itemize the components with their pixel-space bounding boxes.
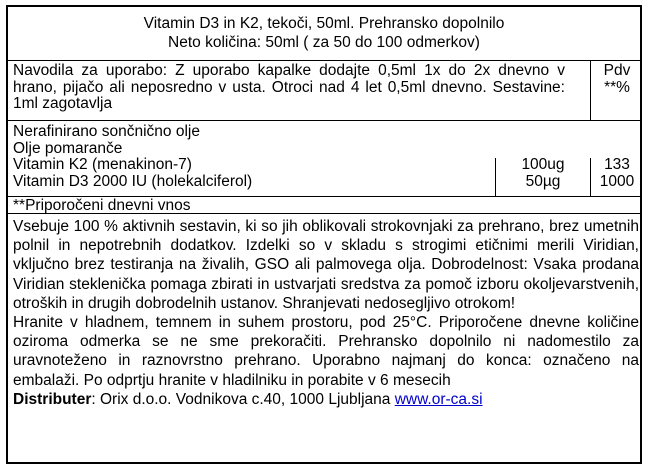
supplement-label xyxy=(6,5,642,464)
footnote: **Priporočeni dnevni vnos xyxy=(13,197,191,214)
ingredient-pdv: 133 xyxy=(604,156,630,173)
ingredient-name: Vitamin D3 2000 IU (holekalciferol) xyxy=(13,172,253,190)
ingredient-pdv xyxy=(593,124,641,141)
ingredient-amounts xyxy=(498,124,588,190)
column-divider xyxy=(495,158,496,196)
column-divider xyxy=(590,158,591,196)
ingredient-pdv xyxy=(593,141,641,158)
ingredient-amount: 50µg xyxy=(525,172,561,190)
ingredient-name: Vitamin K2 (menakinon-7) xyxy=(13,156,192,173)
pdv-mark: **% xyxy=(604,78,630,96)
title-section xyxy=(8,7,640,61)
product-title xyxy=(8,7,640,52)
description-text xyxy=(13,217,639,409)
ingredients-table xyxy=(8,121,640,197)
footnote-row xyxy=(8,197,640,214)
ingredient-name: Nerafinirano sončnično olje xyxy=(13,123,200,140)
ingredient-names xyxy=(13,124,252,190)
description-paragraph-1: Vsebuje 100 % aktivnih sestavin, ki so jih oblikovali strokovnjaki za prehrano, brez umetnih polnil in nepotrebnih dodatkov. Izdelki so v skladu s strogimi etičnimi merili Viridian, vključno brez testiranja na živalih, GSO ali palmovega olja. Dobrodelnost: Vsaka prodana Viridian steklenička pomaga zbirati in ustvarjati sredstva za pomoč izboru okoljevarstvenih, otroških in drugih dobrodelnih ustanov. Shranjevati nedosegljivo otrokom! xyxy=(13,218,639,312)
distributor-label: Distributer xyxy=(13,390,92,408)
description-section xyxy=(8,214,640,462)
title-line-2: Neto količina: 50ml ( za 50 do 100 odmerkov) xyxy=(168,34,480,51)
distributor-line xyxy=(13,390,639,409)
ingredient-amount xyxy=(498,124,588,141)
ingredient-name: Olje pomaranče xyxy=(13,139,123,157)
pdv-label: Pdv xyxy=(603,62,631,79)
ingredient-amount xyxy=(498,141,588,158)
pdv-header xyxy=(593,63,641,96)
ingredient-pdv-values xyxy=(593,124,641,190)
directions-section xyxy=(8,61,640,121)
distributor-address: : Orix d.o.o. Vodnikova c.40, 1000 Ljubljana xyxy=(91,390,395,408)
title-line-1: Vitamin D3 in K2, tekoči, 50ml. Prehransko dopolnilo xyxy=(143,15,505,32)
column-divider xyxy=(590,61,591,120)
ingredient-pdv: 1000 xyxy=(599,172,635,190)
ingredient-amount: 100ug xyxy=(521,156,565,173)
website-link[interactable]: www.or-ca.si xyxy=(394,390,483,408)
directions-text: Navodila za uporabo: Z uporabo kapalke dodajte 0,5ml 1x do 2x dnevno v hrano, pijačo ali neposredno v usta. Otroci nad 4 let 0,5ml dnevno. Sestavine: 1ml zagotavlja xyxy=(13,62,565,112)
description-paragraph-2: Hranite v hladnem, temnem in suhem prostoru, pod 25°C. Priporočene dnevne količine oziroma odmerka se ne sme prekoračiti. Prehransko dopolnilo ni nadomestilo za uravnoteženo in raznovrstno prehrano. Uporabno najmanj do konca: označeno na embalaži. Po odprtju hranite v hladilniku in porabite v 6 mesecih xyxy=(13,314,639,389)
